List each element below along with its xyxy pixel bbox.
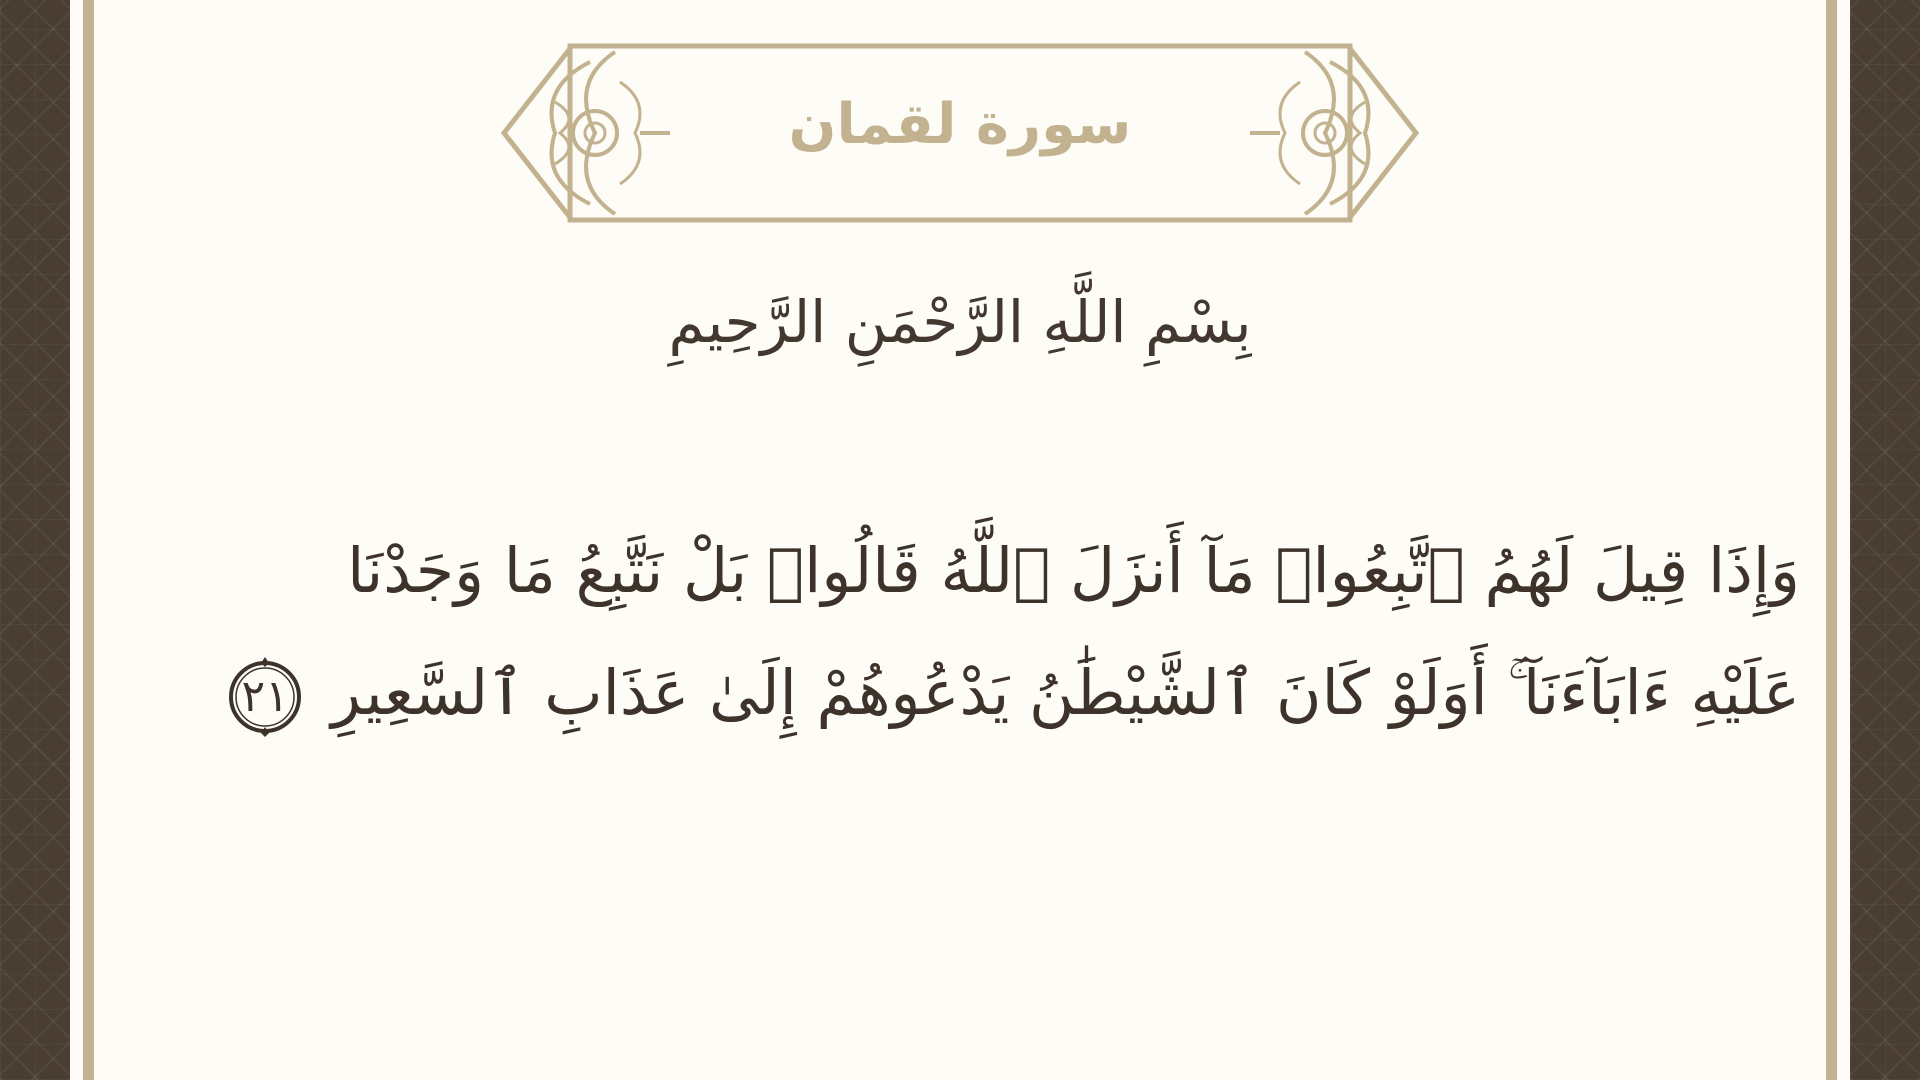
left-gold-rule	[83, 0, 94, 1080]
verse-line-2-text: عَلَيْهِ ءَابَآءَنَآ ۚ أَوَلَوْ كَانَ ٱلشَّيْطَٰنُ يَدْعُوهُمْ إِلَىٰ عَذَابِ ٱلسَّعِيرِ	[331, 656, 1800, 729]
right-gold-rule	[1826, 0, 1837, 1080]
surah-header	[500, 42, 1420, 224]
ayah-end-marker	[223, 655, 307, 739]
verse-text	[240, 510, 1800, 754]
ayah-number: ٢١	[241, 670, 289, 722]
verse-line-1: وَإِذَا قِيلَ لَهُمُ ٱتَّبِعُوا۟ مَآ أَنزَلَ ٱللَّهُ قَالُوا۟ بَلْ نَتَّبِعُ مَا وَجَدْنَا	[347, 534, 1800, 607]
basmala: بِسْمِ اللَّهِ الرَّحْمَنِ الرَّحِيمِ	[668, 288, 1252, 356]
left-pattern-border	[0, 0, 70, 1080]
verse-line-2	[240, 632, 1800, 754]
right-pattern-border	[1850, 0, 1920, 1080]
surah-title: سورة لقمان	[788, 92, 1132, 157]
